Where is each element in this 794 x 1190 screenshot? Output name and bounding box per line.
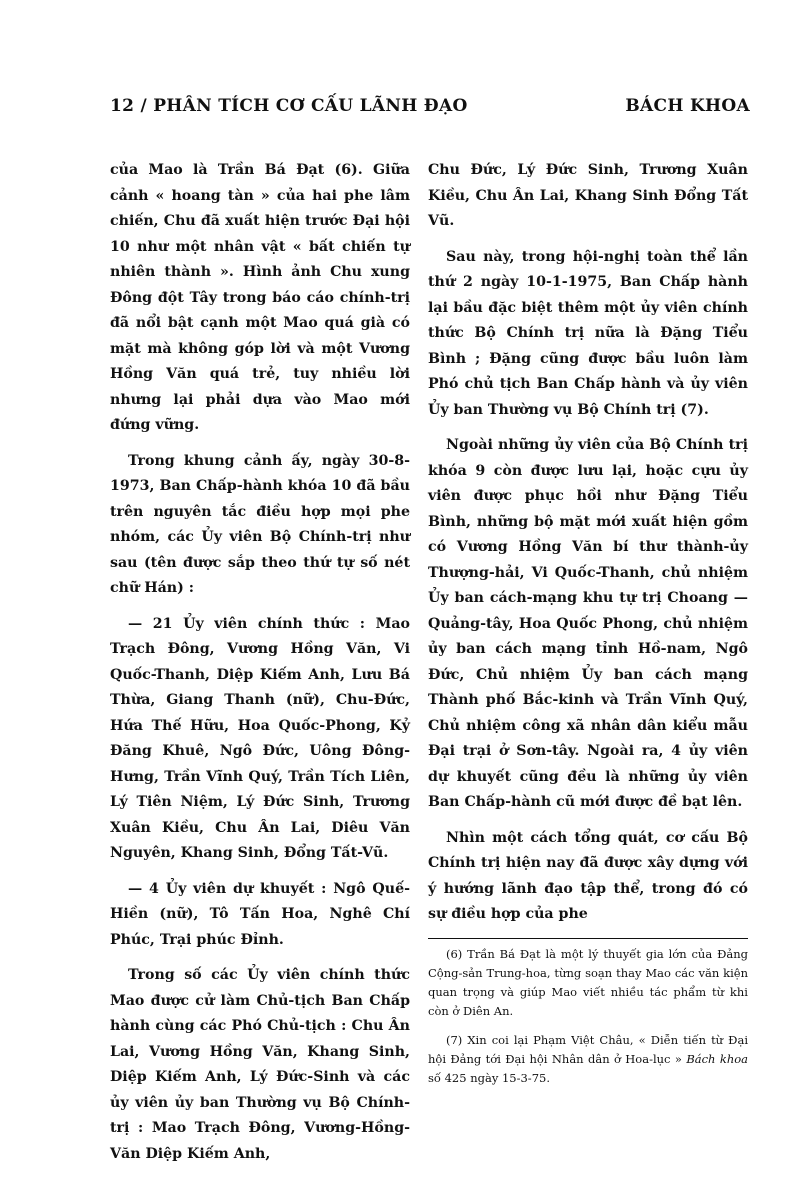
footnote-7-publication: Bách khoa [686,1051,749,1066]
publication-name: BÁCH KHOA [625,96,750,116]
footnote-6: (6) Trần Bá Đạt là một lý thuyết gia lớn của Đảng Cộng-sản Trung-hoa, từng soạn thay Mao các văn kiện quan trọng và giúp Mao viết nhiều tác phẩm từ khi còn ở Diên An. [428,946,748,1018]
paragraph: Sau này, trong hội-nghị toàn thể lần thứ 2 ngày 10-1-1975, Ban Chấp hành lại bầu đặc biệt thêm một ủy viên chính thức Bộ Chính trị nữa là Đặng Tiểu Bình ; Đặng cũng được bầu luôn làm Phó chủ tịch Ban Chấp hành và ủy viên Ủy ban Thường vụ Bộ Chính trị (7). [428,248,748,418]
footnote-7-issue: số 425 ngày 15-3-75. [428,1070,550,1085]
paragraph: của Mao là Trần Bá Đạt (6). Giữa cảnh « hoang tàn » của hai phe lâm chiến, Chu đã xuất hiện trước Đại hội 10 như một nhân vật « bất chiến tự nhiên thành ». Hình ảnh Chu xung Đông đột Tây trong báo cáo chính-trị đã nổi bật cạnh một Mao quá già có mặt mà không góp lời và một Vương Hồng Văn quá trẻ, tuy nhiều lời nhưng lại phải dựa vào Mao mới đứng vững. [110,162,410,433]
right-column [428,158,748,1098]
paragraph: Trong khung cảnh ấy, ngày 30-8-1973, Ban Chấp-hành khóa 10 đã bầu trên nguyên tắc điều hợp mọi phe nhóm, các Ủy viên Bộ Chính-trị như sau (tên được sắp theo thứ tự số nét chữ Hán) : [110,452,410,596]
paragraph: Nhìn một cách tổng quát, cơ cấu Bộ Chính trị hiện nay đã được xây dựng với ý hướng lãnh đạo tập thể, trong đó có sự điều hợp của phe [428,829,748,922]
footnotes [428,938,748,1088]
page-header [110,96,750,116]
paragraph: — 4 Ủy viên dự khuyết : Ngô Quế-Hiền (nữ), Tô Tấn Hoa, Nghê Chí Phúc, Trại phúc Đỉnh. [110,880,410,948]
paragraph: — 21 Ủy viên chính thức : Mao Trạch Đông, Vương Hồng Văn, Vi Quốc-Thanh, Diệp Kiếm Anh, Lưu Bá Thừa, Giang Thanh (nữ), Chu-Đức, Hứa Thế Hữu, Hoa Quốc-Phong, Kỷ Đăng Khuê, Ngô Đức, Uông Đông-Hưng, Trần Vĩnh Quý, Trần Tích Liên, Lý Tiên Niệm, Lý Đức Sinh, Trương Xuân Kiều, Chu Ân Lai, Diêu Văn Nguyên, Khang Sinh, Đổng Tất-Vũ. [110,615,410,861]
running-title: 12 / PHÂN TÍCH CƠ CẤU LÃNH ĐẠO [110,96,468,116]
paragraph: Chu Đức, Lý Đức Sinh, Trương Xuân Kiều, Chu Ân Lai, Khang Sinh Đổng Tất Vũ. [428,162,748,229]
left-column [110,158,410,1177]
paragraph: Trong số các Ủy viên chính thức Mao được cử làm Chủ-tịch Ban Chấp hành cùng các Phó Chủ-tịch : Chu Ân Lai, Vương Hồng Văn, Khang Sinh, Diệp Kiếm Anh, Lý Đức-Sinh và các ủy viên ủy ban Thường vụ Bộ Chính-trị : Mao Trạch Đông, Vương-Hồng-Văn Diệp Kiếm Anh, [110,967,410,1162]
footnote-7-text: (7) Xin coi lại Phạm Việt Châu, « Diễn tiến từ Đại hội Đảng tới Đại hội Nhân dân ở Hoa-lục » [428,1032,748,1066]
footnote-7 [428,1031,748,1088]
paragraph: Ngoài những ủy viên của Bộ Chính trị khóa 9 còn được lưu lại, hoặc cựu ủy viên được phục hồi như Đặng Tiểu Bình, những bộ mặt mới xuất hiện gồm có Vương Hồng Văn bí thư thành-ủy Thượng-hải, Vi Quốc-Thanh, chủ nhiệm Ủy ban cách-mạng khu tự trị Choang — Quảng-tây, Hoa Quốc Phong, chủ nhiệm ủy ban cách mạng tỉnh Hồ-nam, Ngô Đức, Chủ nhiệm Ủy ban cách mạng Thành phố Bắc-kinh và Trần Vĩnh Quý, Chủ nhiệm công xã nhân dân kiểu mẫu Đại trại ở Sơn-tây. Ngoài ra, 4 ủy viên dự khuyết cũng đều là những ủy viên Ban Chấp-hành cũ mới được đề bạt lên. [428,437,748,810]
